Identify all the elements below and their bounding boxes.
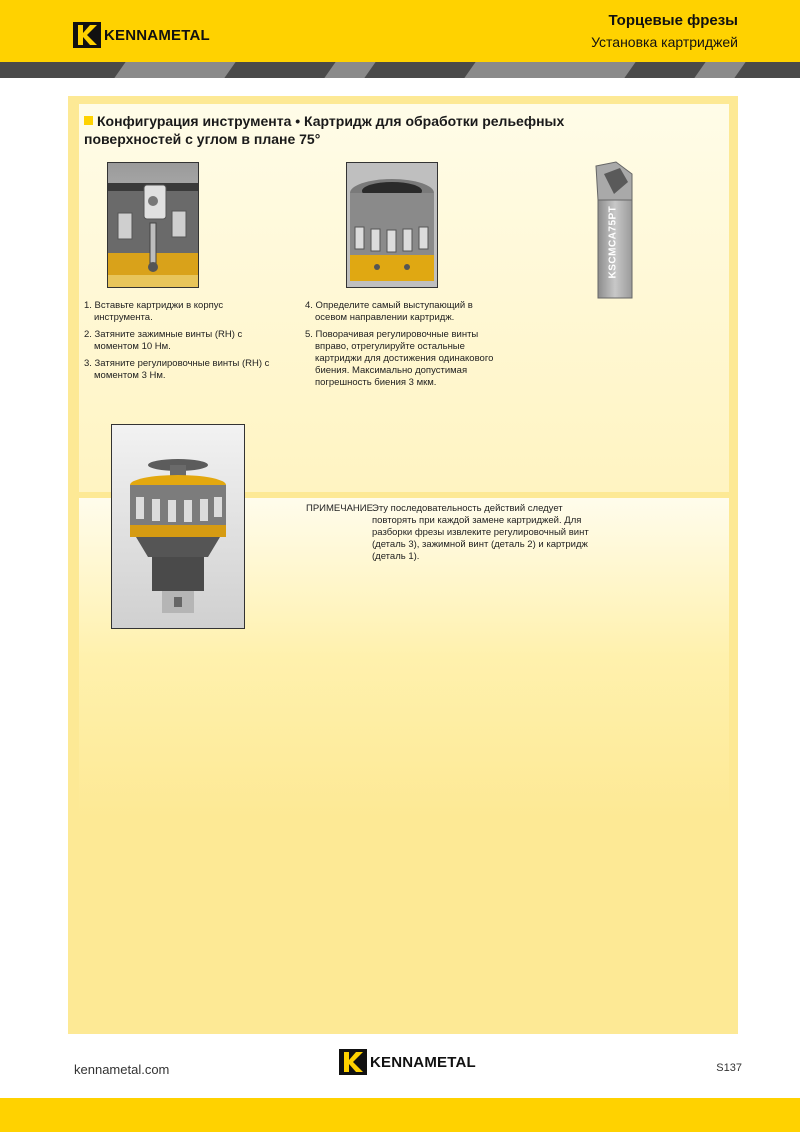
kennametal-k-icon	[339, 1049, 367, 1075]
footer-brand-name: KENNAMETAL	[370, 1053, 476, 1071]
kennametal-k-icon	[73, 22, 101, 48]
note-label: ПРИМЕЧАНИЕ.	[306, 503, 376, 514]
steps-list-left	[84, 300, 274, 387]
cartridge-image	[590, 160, 640, 302]
photo-assembled-cutter	[111, 424, 245, 629]
header-stripe	[0, 62, 800, 78]
header-brand-name: KENNAMETAL	[104, 26, 210, 44]
step-item: 1. Вставьте картриджи в корпус инструмента.	[84, 300, 224, 323]
page-title: Торцевые фрезы	[608, 12, 738, 29]
section-title: Конфигурация инструмента • Картридж для обработки рельефных поверхностей с углом в плане 75°	[84, 113, 565, 147]
page-header	[0, 0, 800, 62]
steps-list-right	[305, 300, 505, 394]
step-item: 2. Затяните зажимные винты (RH) с моментом 10 Нм.	[84, 329, 243, 352]
photo-cartridge-adjustment	[346, 162, 438, 288]
footer-url[interactable]: kennametal.com	[74, 1062, 170, 1077]
page-number: S137	[716, 1062, 742, 1074]
yellow-square-bullet-icon	[84, 116, 93, 125]
header-logo	[73, 22, 210, 48]
footer-bar	[0, 1098, 800, 1132]
footer-logo	[339, 1049, 476, 1075]
page-subtitle: Установка картриджей	[591, 34, 738, 50]
step-item: 5. Поворачивая регулировочные винты вправо, отрегулируйте остальные картриджи для достижения одинакового биения. Максимально допустимая погрешность биения 3 мкм.	[305, 329, 494, 388]
photo-cartridge-insertion	[107, 162, 199, 288]
cartridge-label: KSCMCA75PT	[607, 205, 619, 279]
note-text: Эту последовательность действий следует повторять при каждой замене картриджей. Для разборки фрезы извлеките регулировочный винт (деталь 3), зажимной винт (деталь 2) и картридж (деталь 1).	[372, 503, 589, 562]
step-item: 3. Затяните регулировочные винты (RH) с моментом 3 Нм.	[84, 358, 270, 381]
step-item: 4. Определите самый выступающий в осевом направлении картридж.	[305, 300, 473, 323]
